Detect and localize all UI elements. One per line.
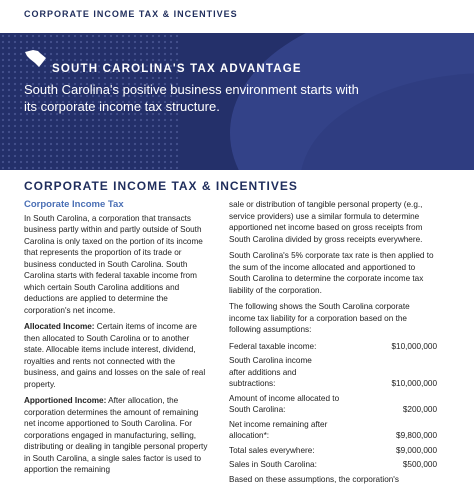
south-carolina-state-icon: [24, 49, 48, 69]
assumptions-intro-paragraph: The following shows the South Carolina corporate income tax liability for a corporation based on the following assumptions:: [229, 302, 410, 334]
allocated-income-label: Allocated Income:: [24, 322, 95, 331]
right-column: [229, 199, 437, 490]
assumption-value: $9,800,000: [396, 431, 437, 440]
allocated-income-paragraph: [24, 321, 210, 390]
assumption-value: $10,000,000: [391, 341, 437, 351]
assumption-label: Total sales everywhere:: [229, 445, 315, 455]
assumption-label: Net income remaining after allocation*:: [229, 419, 328, 440]
assumption-value: $500,000: [402, 460, 437, 469]
assumption-value: $200,000: [402, 405, 437, 414]
assumption-label: Sales in South Carolina:: [229, 460, 317, 469]
assumption-row: [229, 419, 437, 442]
assumption-row: [229, 459, 437, 471]
hero-title: SOUTH CAROLINA'S TAX ADVANTAGE: [52, 63, 302, 75]
result-paragraph: Based on these assumptions, the corporation's: [229, 474, 399, 484]
assumption-value: $9,000,000: [396, 445, 437, 455]
apportioned-income-paragraph: [24, 395, 210, 476]
top-section-label: CORPORATE INCOME TAX & INCENTIVES: [24, 9, 238, 19]
left-column: [24, 199, 210, 481]
assumption-row: [229, 445, 437, 457]
assumption-value: $10,000,000: [391, 379, 437, 388]
assumption-row: [229, 355, 437, 390]
subhead-corporate-income-tax: Corporate Income Tax: [24, 199, 124, 210]
assumption-row: [229, 341, 437, 353]
assumption-label: Federal taxable income:: [229, 341, 317, 351]
hero-subtitle: South Carolina's positive business environment starts with its corporate income tax structure.: [24, 82, 359, 114]
assumption-label: South Carolina income after additions and subtractions:: [229, 356, 312, 388]
assumption-label: Amount of income allocated to South Carolina:: [229, 393, 340, 414]
apportioned-income-label: Apportioned Income:: [24, 396, 107, 405]
section-title: CORPORATE INCOME TAX & INCENTIVES: [24, 179, 298, 193]
allocated-income-text: Certain items of income are then allocated to South Carolina or to another state. Allocable items include interest, dividend, royalties and rents not connected with the business, and gains and losses on the sale of real property.: [24, 322, 206, 389]
hero-banner: [0, 33, 474, 170]
assumption-row: [229, 393, 437, 416]
assumptions-table: [229, 341, 437, 471]
tax-rate-paragraph: South Carolina's 5% corporate tax rate is then applied to the sum of the income allocated and apportioned to South Carolina to determine the corporate income tax liability of the corporation.: [229, 251, 434, 295]
gross-receipts-paragraph: sale or distribution of tangible personal property (e.g., service providers) use a similar formula to determine apportioned net income based on gross receipts from South Carolina divided by gross receipts everywhere.: [229, 200, 423, 244]
apportioned-income-text: After allocation, the corporation determines the amount of remaining net income apportioned to South Carolina. For corporations engaged in manufacturing, selling, distributing or dealing in tangible personal property in South Carolina, a single sales factor is used to apportion the remaining: [24, 396, 208, 474]
intro-paragraph: In South Carolina, a corporation that transacts business partly within and partly outside of South Carolina is only taxed on the portion of its income that represents the proportion of its trade or business conducted in South Carolina. South Carolina starts with federal taxable income from which certain South Carolina additions and deductions are applied to determine the corporation's net income.: [24, 213, 203, 315]
